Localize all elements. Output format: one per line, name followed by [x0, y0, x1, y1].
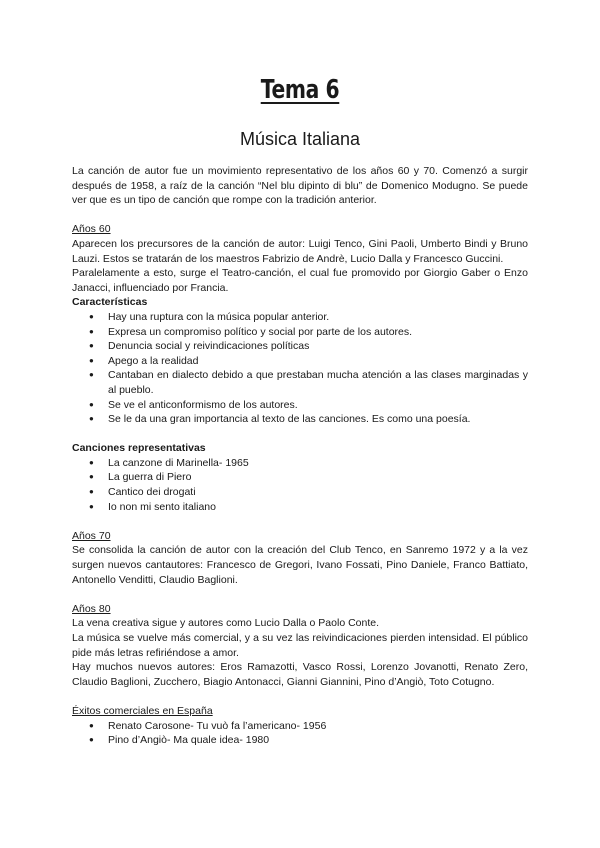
list-item: ● Pino d’Angiò- Ma quale idea- 1980 — [72, 733, 528, 748]
list-item: ● Cantico dei drogati — [72, 485, 528, 500]
document-body — [72, 164, 528, 748]
list-item: ● Denuncia social y reivindicaciones políticas — [72, 339, 528, 354]
section-heading-60s: Años 60 — [72, 223, 111, 236]
section-80s-paragraph-1: La vena creativa sigue y autores como Lucio Dalla o Paolo Conte. — [72, 617, 380, 630]
section-60s-paragraph-1: Aparecen los precursores de la canción de autor: Luigi Tenco, Gini Paoli, Umberto Bindi y Bruno Lauzi. Estos se tratarán de los maestros Fabrizio de Andrè, Lucio Dalla y Francesco Guccini. — [72, 237, 528, 265]
list-item: ● Cantaban en dialecto debido a que prestaban mucha atención a las clases marginadas y al pueblo. — [72, 368, 528, 397]
list-item: ● Renato Carosone- Tu vuò fa l’americano- 1956 — [72, 719, 528, 734]
section-70s-paragraph-1: Se consolida la canción de autor con la creación del Club Tenco, en Sanremo 1972 y a la vez surgen nuevos cantautores: Francesco de Gregori, Ivano Fossati, Pino Daniele, Franco Battiato, Antonello Venditti, Claudio Baglioni. — [72, 544, 528, 586]
list-item: ● Io non mi sento italiano — [72, 500, 528, 515]
list-item: ● Apego a la realidad — [72, 354, 528, 369]
list-item: ● La guerra di Piero — [72, 470, 528, 485]
section-heading-70s: Años 70 — [72, 529, 111, 542]
features-title: Características — [72, 296, 148, 309]
section-80s-paragraph-3: Hay muchos nuevos autores: Eros Ramazotti, Vasco Rossi, Lorenzo Jovanotti, Renato Zero, Claudio Baglioni, Zucchero, Biagio Antonacci, Gianni Giannini, Pino d’Angiò, Toto Cotugno. — [72, 661, 528, 688]
list-item: ● Se ve el anticonformismo de los autores. — [72, 398, 528, 413]
intro-paragraph: La canción de autor fue un movimiento representativo de los años 60 y 70. Comenzó a surgir después de 1958, a raíz de la canción “Nel blu dipinto di blu” de Domenico Modugno. Se puede ver que es un tipo de canción que rompe con la tradición anterior. — [72, 165, 528, 207]
section-heading-spain: Éxitos comerciales en España — [72, 704, 213, 717]
section-60s-paragraph-2: Paralelamente a esto, surge el Teatro-canción, el cual fue promovido por Giorgio Gaber o Enzo Janacci, influenciado por Francia. — [72, 267, 528, 294]
section-heading-80s: Años 80 — [72, 602, 111, 615]
section-80s-paragraph-2: La música se vuelve más comercial, y a su vez las reivindicaciones pierden intensidad. El público pide más letras refiriéndose a amor. — [72, 632, 528, 659]
page-subtitle: Música Italiana — [239, 129, 361, 149]
list-item: ● Se le da una gran importancia al texto de las canciones. Es como una poesía. — [72, 412, 528, 427]
songs-title: Canciones representativas — [72, 442, 206, 455]
list-item: ● Expresa un compromiso político y social por parte de los autores. — [72, 325, 528, 340]
songs-list — [72, 456, 528, 514]
spain-hits-list — [72, 719, 528, 748]
features-list — [72, 310, 528, 427]
list-item: ● Hay una ruptura con la música popular anterior. — [72, 310, 528, 325]
page-title: Tema 6 — [260, 75, 340, 105]
list-item: ● La canzone di Marinella- 1965 — [72, 456, 528, 471]
